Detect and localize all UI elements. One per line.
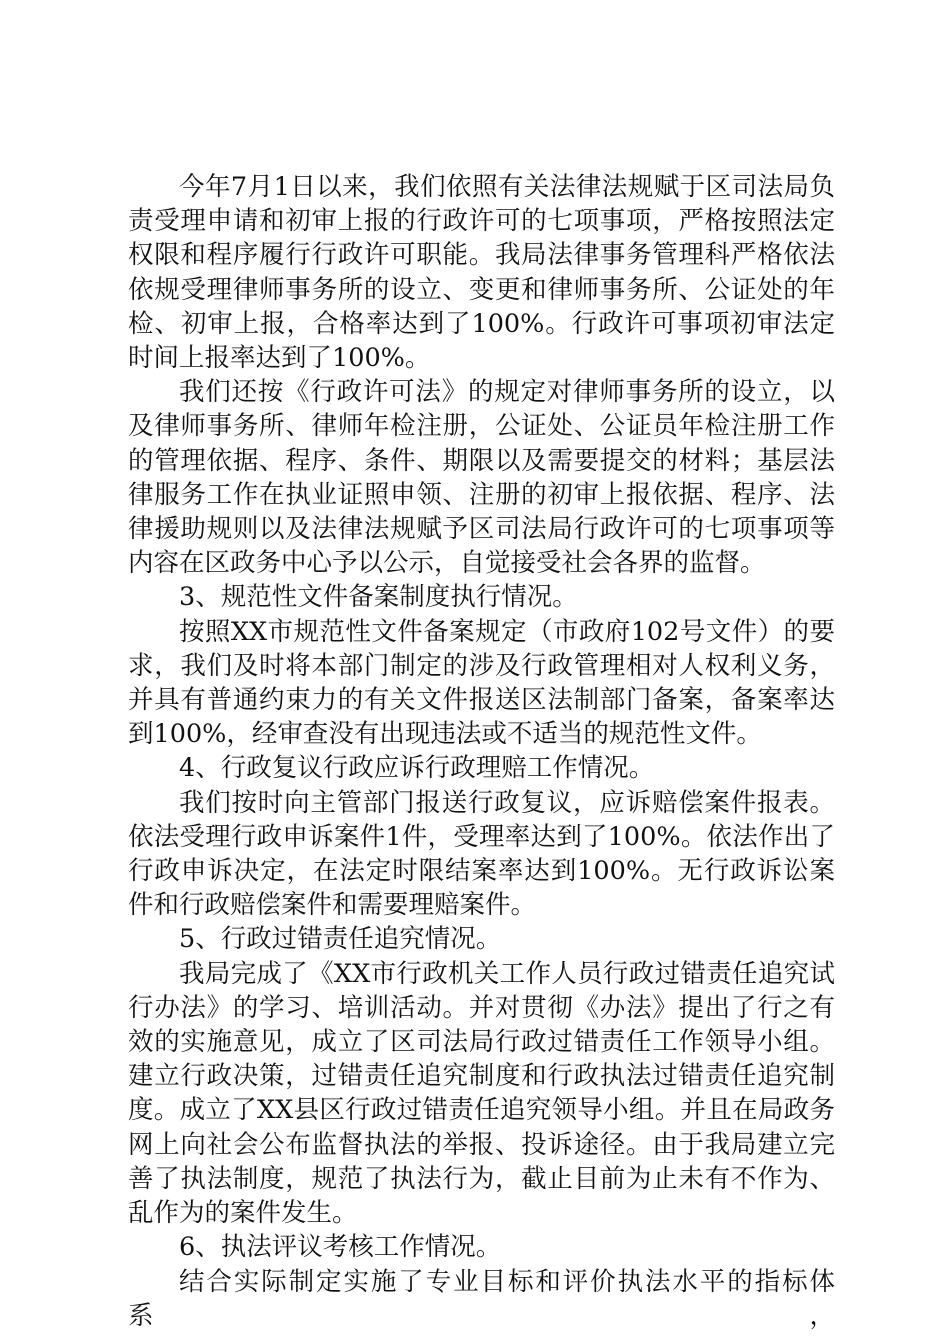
paragraph-licensing-publicity: 我们还按《行政许可法》的规定对律师事务所的设立，以及律师事务所、律师年检注册，公证处、公证员年检注册工作的管理依据、程序、条件、期限以及需要提交的材料；基层法律服务工作在执业证照申领、注册的初审上报依据、程序、法律援助规则以及法律法规赋予区司法局行政许可的七项事项等内容在区政务中心予以公示，自觉接受社会各界的监督。 (128, 377, 835, 579)
paragraph-administrative-review: 我们按时向主管部门报送行政复议，应诉赔偿案件报表。依法受理行政申诉案件1件，受理率达到了100%。依法作出了行政申诉决定，在法定时限结案率达到100%。无行政诉讼案件和行政赔偿案件和需要理赔案件。 (128, 787, 835, 921)
heading-administrative-review: 4、行政复议行政应诉行政理赔工作情况。 (179, 753, 655, 784)
paragraph-enforcement-evaluation: 结合实际制定实施了专业目标和评价执法水平的指标体系， (128, 1266, 835, 1331)
paragraph-fault-accountability: 我局完成了《XX市行政机关工作人员行政过错责任追究试行办法》的学习、培训活动。并对贯彻《办法》提出了行之有效的实施意见，成立了区司法局行政过错责任工作领导小组。建立行政决策，过错责任追究制度和行政执法过错责任追究制度。成立了XX县区行政过错责任追究领导小组。并且在局政务网上向社会公布监督执法的举报、投诉途径。由于我局建立完善了执法制度，规范了执法行为，截止目前为止未有不作为、乱作为的案件发生。 (128, 958, 835, 1229)
paragraph-administrative-licensing: 今年7月1日以来，我们依照有关法律法规赋于区司法局负责受理申请和初审上报的行政许可的七项事项，严格按照法定权限和程序履行行政许可职能。我局法律事务管理科严格依法依规受理律师事务所的设立、变更和律师事务所、公证处的年检、初审上报，合格率达到了100%。行政许可事项初审法定时间上报率达到了100%。 (128, 172, 835, 374)
heading-enforcement-evaluation: 6、执法评议考核工作情况。 (179, 1232, 502, 1263)
heading-normative-documents: 3、规范性文件备案制度执行情况。 (179, 582, 578, 613)
paragraph-normative-documents: 按照XX市规范性文件备案规定（市政府102号文件）的要求，我们及时将本部门制定的涉及行政管理相对人权利义务，并具有普通约束力的有关文件报送区法制部门备案，备案率达到100%，经审查没有出现违法或不适当的规范性文件。 (128, 616, 835, 750)
heading-fault-accountability: 5、行政过错责任追究情况。 (179, 924, 502, 955)
document-body (128, 170, 835, 1333)
